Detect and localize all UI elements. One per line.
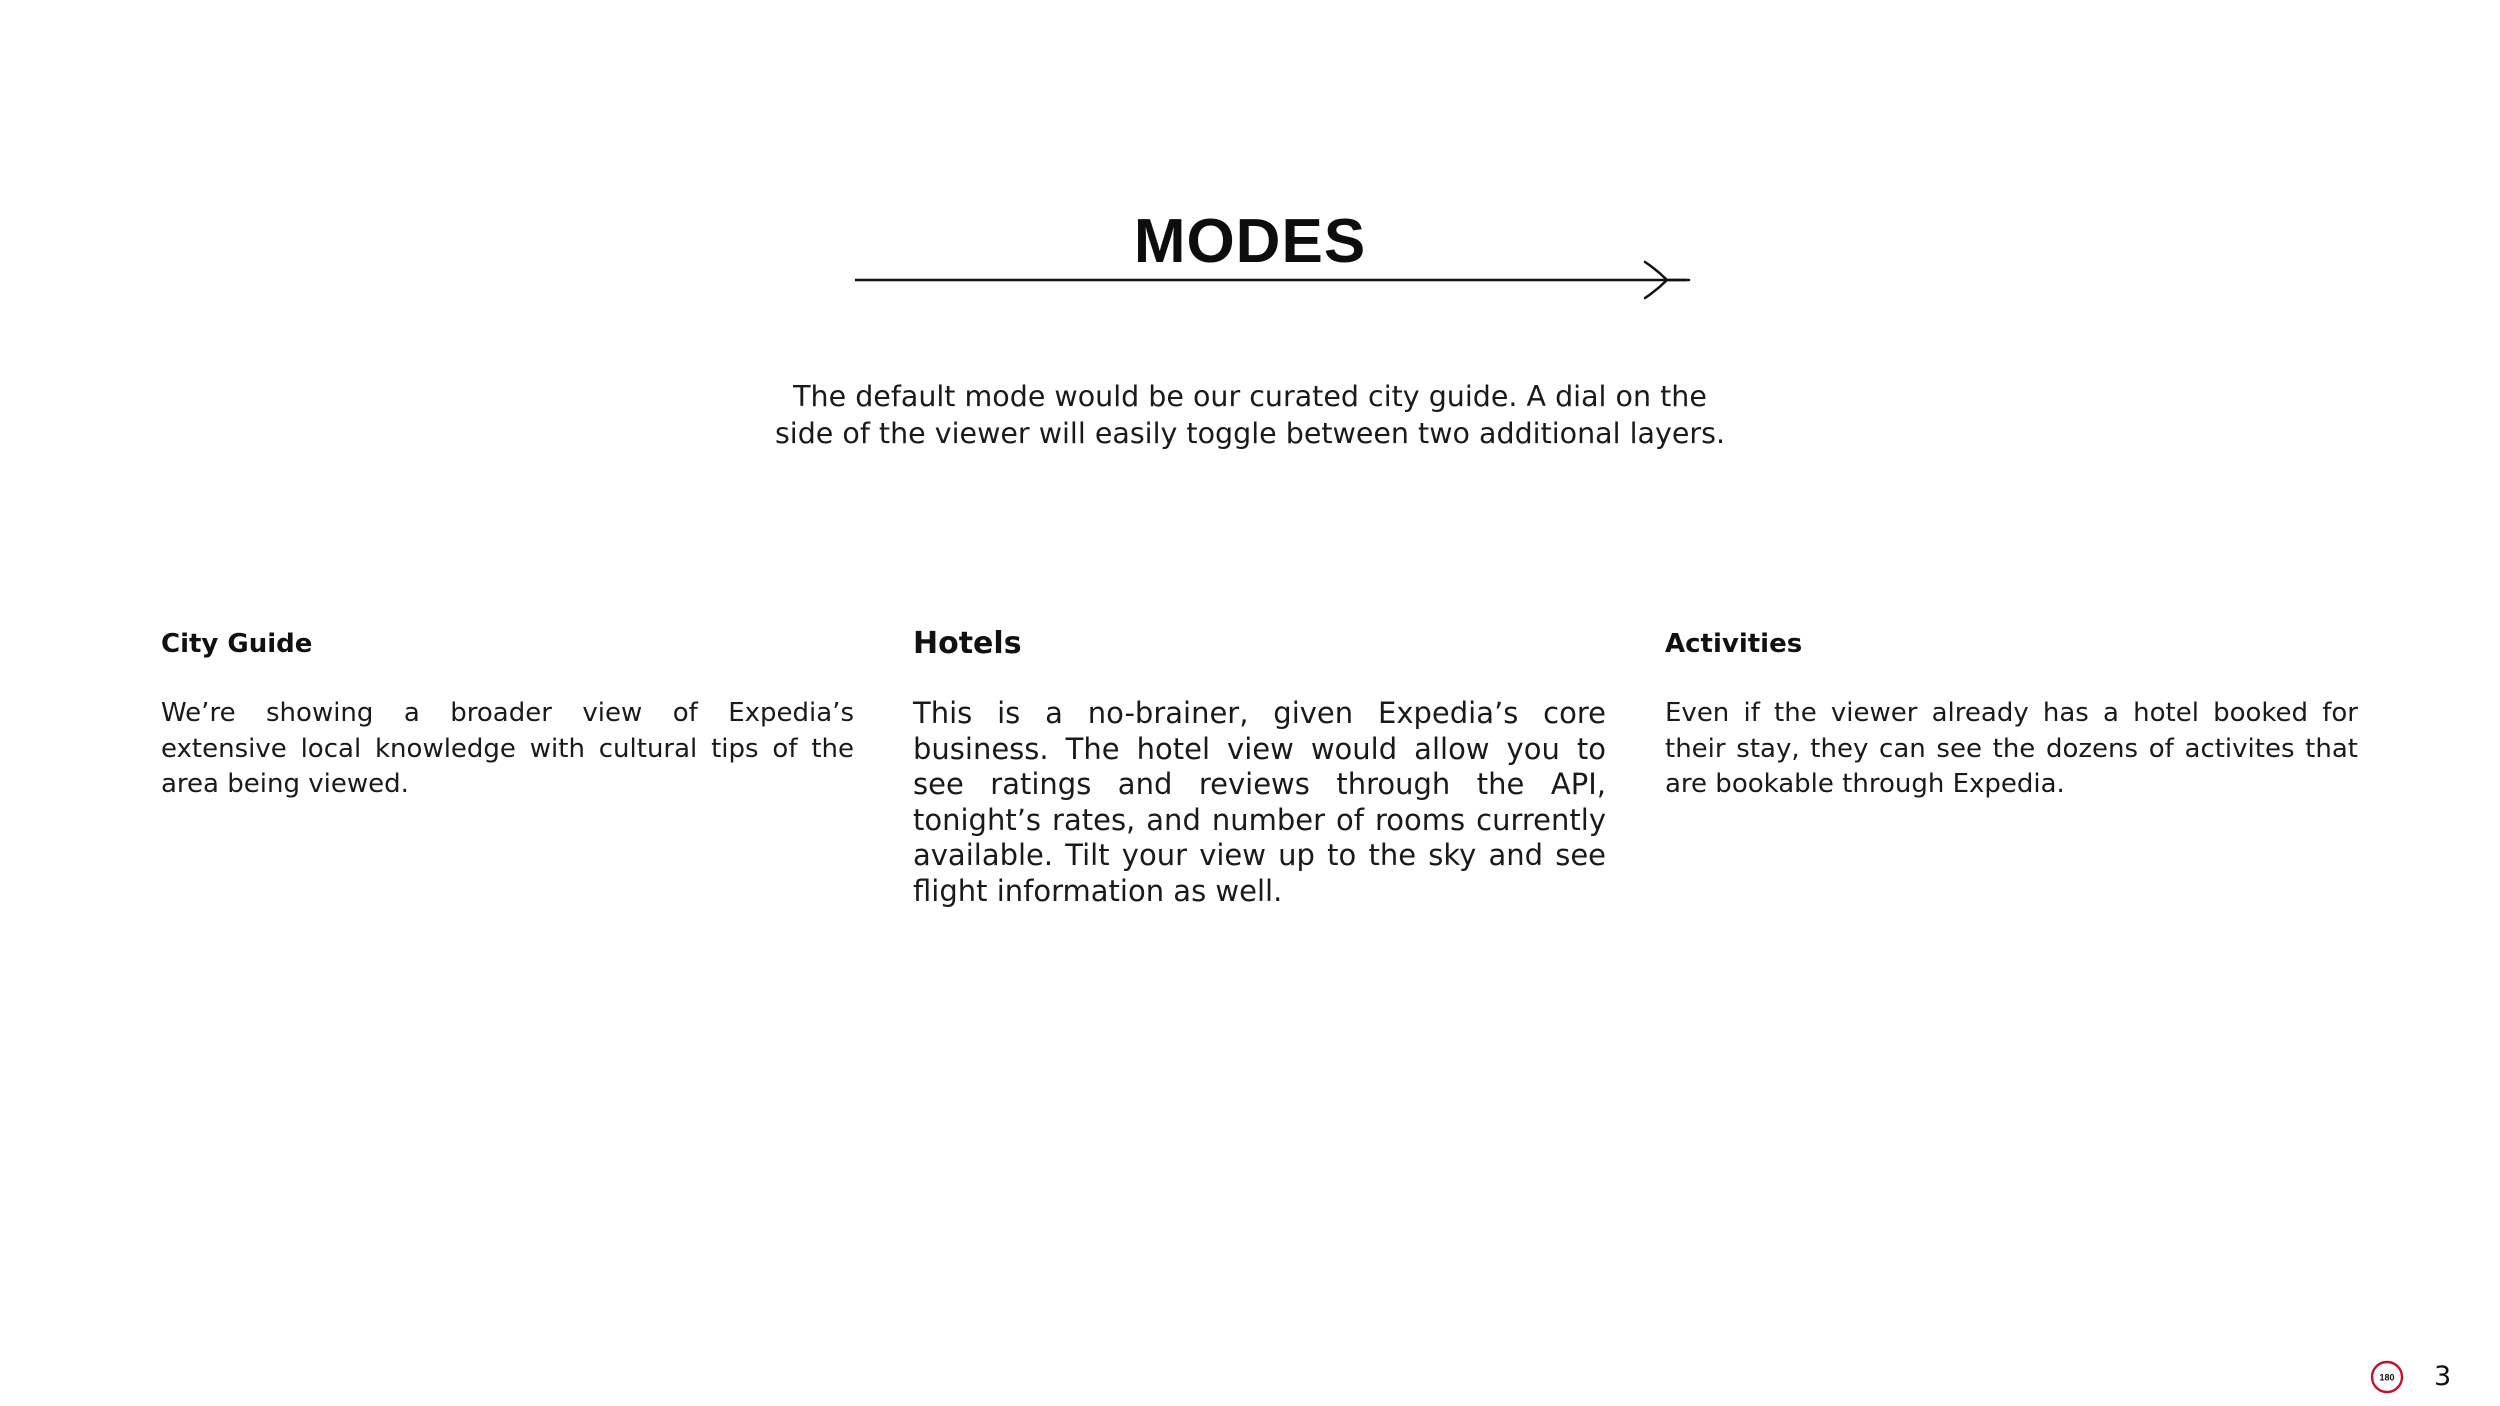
page-title: MODES xyxy=(1133,207,1367,276)
hotels-body: This is a no-brainer, given Expedia’s core business. The hotel view would allow you to see ratings and reviews through the API, tonight’s rates, and number of rooms currently available. Tilt your view up to the sky and see flight information as well. xyxy=(913,696,1606,908)
intro-text: The default mode would be our curated city guide. A dial on the side of the viewer will easily toggle between two additional layers. xyxy=(774,380,1726,450)
plane-arrow-icon xyxy=(855,254,1695,304)
hotels-section xyxy=(913,622,1606,908)
activities-heading: Activities xyxy=(1665,629,1803,659)
city-guide-section xyxy=(161,622,854,799)
hotels-heading: Hotels xyxy=(913,626,1022,661)
activities-section xyxy=(1665,622,2358,799)
brand-logo-text: 180 xyxy=(2379,1372,2395,1383)
activities-body: Even if the viewer already has a hotel booked for their stay, they can see the dozens of activites that are bookable through Expedia. xyxy=(1665,698,2358,799)
brand-logo-icon xyxy=(2370,1360,2404,1394)
city-guide-heading: City Guide xyxy=(161,629,313,659)
page-number: 3 xyxy=(2434,1361,2452,1392)
city-guide-body: We’re showing a broader view of Expedia’s extensive local knowledge with cultural tips of the area being viewed. xyxy=(161,698,854,799)
